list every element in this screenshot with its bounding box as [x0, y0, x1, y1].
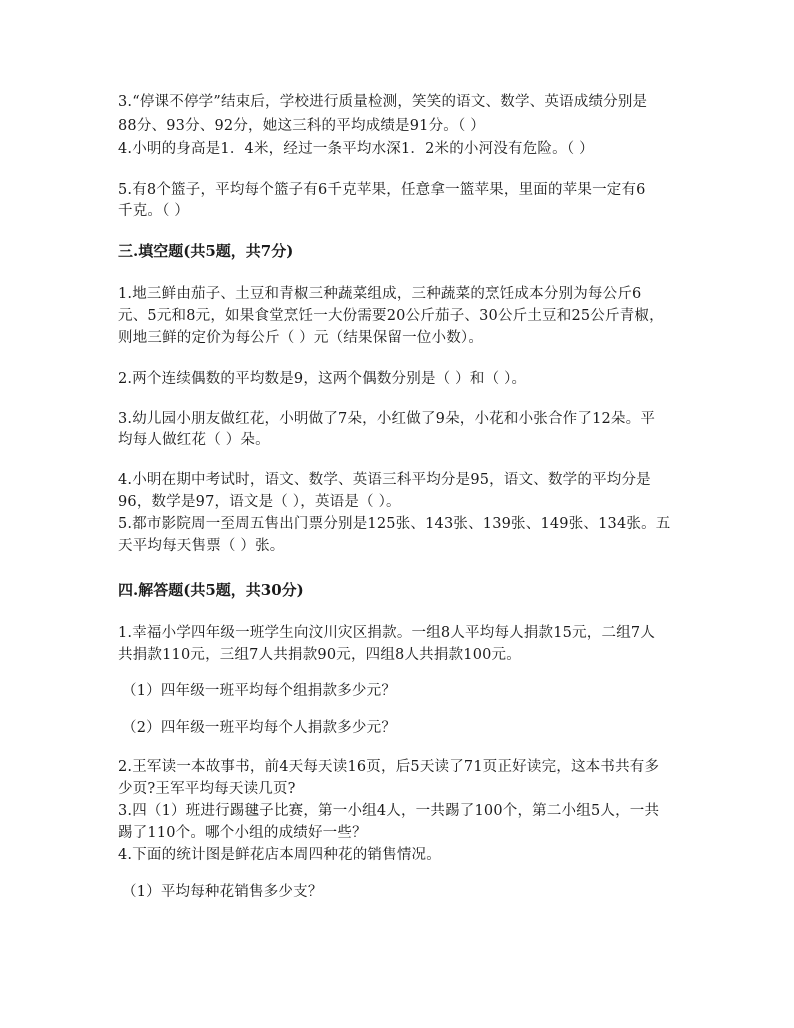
fill-q3-line1: 3.幼儿园小朋友做红花，小明做了7朵，小红做了9朵，小花和小张合作了12朵。平 — [118, 411, 656, 427]
fill-q4-line2: 96，数学是97，语文是（ ），英语是（ ）。 — [118, 494, 401, 510]
solve-section-heading: 四.解答题(共5题，共30分) — [118, 581, 304, 599]
fill-section-heading: 三.填空题(共5题，共7分) — [118, 242, 294, 260]
solve-q1-sub2: （2）四年级一班平均每个人捐款多少元？ — [122, 720, 397, 736]
judge-q3-line1: 3.“停课不停学”结束后，学校进行质量检测，笑笑的语文、数学、英语成绩分别是 — [118, 94, 648, 110]
solve-q3-line1: 3.四（1）班进行踢毽子比赛，第一小组4人，一共踢了100个，第二小组5人，一共 — [118, 803, 660, 819]
fill-q3-line2: 均每人做红花（ ）朵。 — [118, 432, 270, 448]
fill-q1-line2: 元、5元和8元，如果食堂烹饪一大份需要20公斤茄子、30公斤土豆和25公斤青椒， — [118, 308, 664, 324]
fill-q4-line1: 4.小明在期中考试时，语文、数学、英语三科平均分是95，语文、数学的平均分是 — [118, 472, 651, 488]
solve-q1-sub1: （1）四年级一班平均每个组捐款多少元？ — [122, 683, 397, 699]
fill-q1-line3: 则地三鲜的定价为每公斤（ ）元（结果保留一位小数）。 — [118, 330, 484, 346]
judge-q4-line1: 4.小明的身高是1．4米，经过一条平均水深1．2米的小河没有危险。（ ） — [118, 141, 594, 157]
solve-q3-line2: 踢了110个。哪个小组的成绩好一些？ — [118, 825, 367, 841]
solve-q4-line1: 4.下面的统计图是鲜花店本周四种花的销售情况。 — [118, 847, 441, 863]
fill-q5-line1: 5.都市影院周一至周五售出门票分别是125张、143张、139张、149张、134张。五 — [118, 516, 671, 532]
solve-q2-line1: 2.王军读一本故事书，前4天每天读16页，后5天读了71页正好读完，这本书共有多 — [118, 759, 660, 775]
judge-q3-line2: 88分、93分、92分，她这三科的平均成绩是91分。（ ） — [118, 118, 485, 134]
fill-q2-line1: 2.两个连续偶数的平均数是9，这两个偶数分别是（ ）和（ ）。 — [118, 371, 527, 387]
fill-q1-line1: 1.地三鲜由茄子、土豆和青椒三种蔬菜组成，三种蔬菜的烹饪成本分别为每公斤6 — [118, 286, 642, 302]
fill-q5-line2: 天平均每天售票（ ）张。 — [118, 538, 285, 554]
solve-q1-line2: 共捐款110元，三组7人共捐款90元，四组8人共捐款100元。 — [118, 647, 521, 663]
solve-q4-sub1: （1）平均每种花销售多少支？ — [122, 884, 323, 900]
judge-q5-line1: 5.有8个篮子，平均每个篮子有6千克苹果，任意拿一篮苹果，里面的苹果一定有6 — [118, 182, 646, 198]
solve-q2-line2: 少页?王军平均每天读几页? — [118, 781, 296, 797]
solve-q1-line1: 1.幸福小学四年级一班学生向汶川灾区捐款。一组8人平均每人捐款15元，二组7人 — [118, 625, 656, 641]
judge-q5-line2: 千克。（ ） — [118, 203, 190, 219]
